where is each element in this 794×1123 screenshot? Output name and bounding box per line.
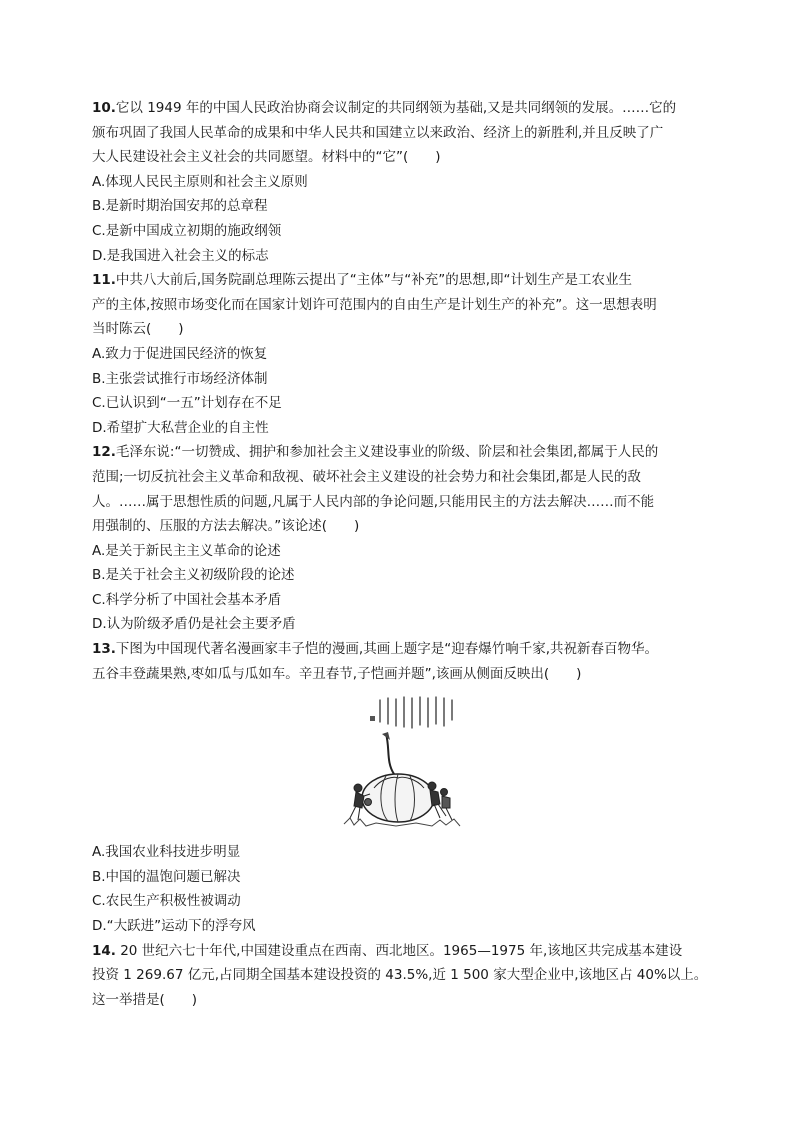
- question-number: 13.: [92, 641, 116, 658]
- option-d[interactable]: D.认为阶级矛盾仍是社会主要矛盾: [92, 616, 296, 633]
- question-stem-line: 14. 20 世纪六七十年代,中国建设重点在西南、西北地区。1965—1975 年,该地区共完成基本建设: [92, 942, 683, 959]
- question-number: 10.: [92, 100, 116, 116]
- question-number: 11.: [92, 272, 116, 289]
- option-b[interactable]: B.是关于社会主义初级阶段的论述: [92, 567, 295, 584]
- option-b[interactable]: B.中国的温饱问题已解决: [92, 868, 241, 885]
- question-stem-line: 12.毛泽东说:“一切赞成、拥护和参加社会主义建设事业的阶级、阶层和社会集团,都属于人民的: [92, 444, 659, 461]
- question-stem-line: 用强制的、压服的方法去解决。”该论述( ): [92, 518, 360, 535]
- option-d[interactable]: D.希望扩大私营企业的自主性: [92, 419, 269, 436]
- question-stem-line: 10.它以 1949 年的中国人民政治协商会议制定的共同纲领为基础,又是共同纲领的发展。……它的: [92, 100, 677, 116]
- option-a[interactable]: A.体现人民民主原则和社会主义原则: [92, 173, 308, 190]
- question-stem-line: 人。……属于思想性质的问题,凡属于人民内部的争论问题,只能用民主的方法去解决……而不能: [92, 493, 655, 510]
- question-page: [92, 96, 708, 1012]
- option-a[interactable]: A.我国农业科技进步明显: [92, 844, 241, 861]
- question-12: [92, 440, 704, 637]
- option-c[interactable]: C.是新中国成立初期的施政纲领: [92, 222, 282, 239]
- question-stem-line: 产的主体,按照市场变化而在国家计划许可范围内的自由生产是计划生产的补充”。这一思想表明: [92, 296, 657, 313]
- question-stem-line: 五谷丰登蔬果熟,枣如瓜与瓜如车。辛丑春节,子恺画并题”,该画从侧面反映出( ): [92, 665, 582, 682]
- cartoon-illustration: [336, 694, 468, 832]
- question-14: [92, 939, 708, 1013]
- question-11: [92, 268, 704, 440]
- option-b[interactable]: B.是新时期治国安邦的总章程: [92, 198, 268, 215]
- option-c[interactable]: C.农民生产积极性被调动: [92, 893, 241, 910]
- question-stem-line: 这一举措是( ): [92, 991, 198, 1008]
- option-c[interactable]: C.已认识到“一五”计划存在不足: [92, 395, 282, 412]
- question-10: [92, 96, 704, 268]
- question-stem-line: 颁布巩固了我国人民革命的成果和中华人民共和国建立以来政治、经济上的新胜利,并且反映了广: [92, 124, 664, 141]
- calligraphy-inscription: [370, 697, 452, 728]
- option-c[interactable]: C.科学分析了中国社会基本矛盾: [92, 591, 282, 608]
- question-stem-line: 13.下图为中国现代著名漫画家丰子恺的漫画,其画上题字是“迎春爆竹响千家,共祝新春百物华。: [92, 641, 658, 658]
- option-d[interactable]: D.“大跃进”运动下的浮夸风: [92, 918, 256, 935]
- option-d[interactable]: D.是我国进入社会主义的标志: [92, 247, 269, 264]
- question-number: 14.: [92, 942, 116, 959]
- question-stem-line: 范围;一切反抗社会主义革命和敌视、破坏社会主义建设的社会势力和社会集团,都是人民的敌: [92, 468, 641, 485]
- question-number: 12.: [92, 444, 116, 461]
- question-stem-line: 11.中共八大前后,国务院副总理陈云提出了“主体”与“补充”的思想,即“计划生产是工农业生: [92, 272, 632, 289]
- option-a[interactable]: A.致力于促进国民经济的恢复: [92, 345, 268, 362]
- option-a[interactable]: A.是关于新民主主义革命的论述: [92, 542, 281, 559]
- question-stem-line: 当时陈云( ): [92, 321, 184, 338]
- question-stem-line: 投资 1 269.67 亿元,占同期全国基本建设投资的 43.5%,近 1 500 家大型企业中,该地区占 40%以上。: [92, 967, 708, 984]
- question-13: [92, 637, 704, 939]
- question-stem-line: 大人民建设社会主义社会的共同愿望。材料中的“它”( ): [92, 149, 441, 166]
- giant-pumpkin: [362, 774, 434, 822]
- option-b[interactable]: B.主张尝试推行市场经济体制: [92, 370, 268, 387]
